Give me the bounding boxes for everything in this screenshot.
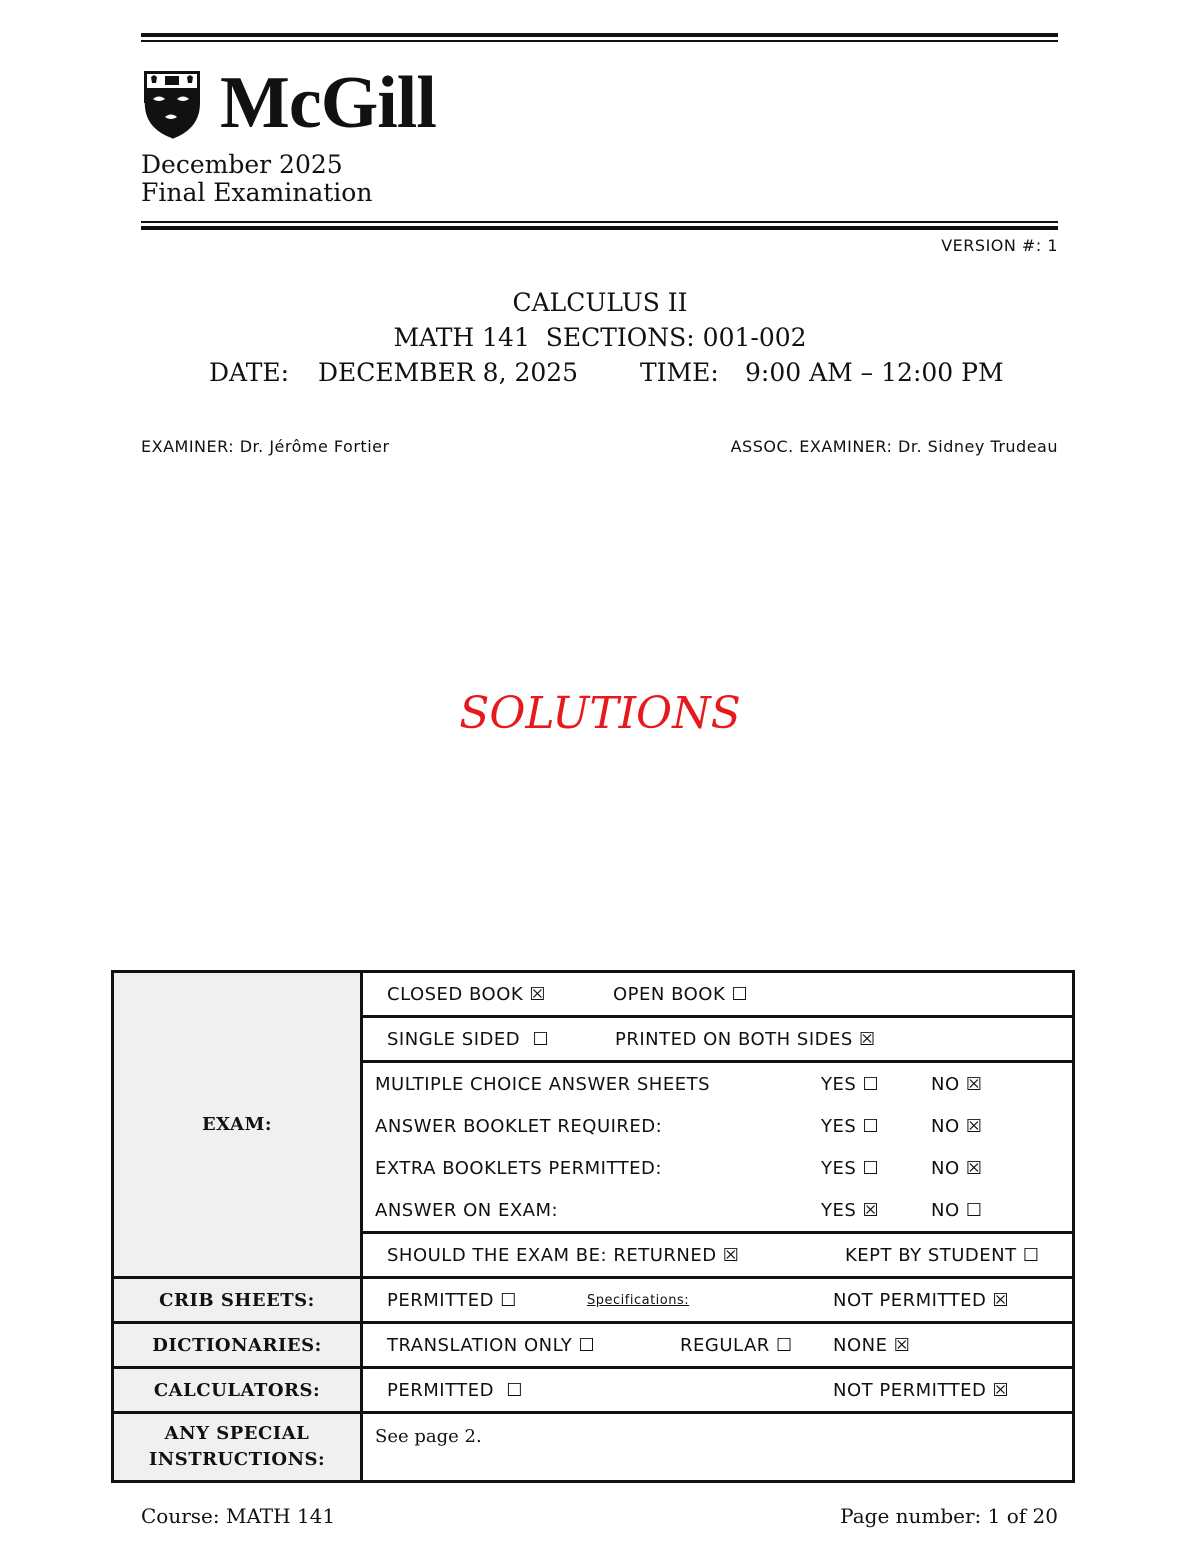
calc-not-permitted-option: NOT PERMITTED ☒	[833, 1379, 1010, 1401]
exam-spec-table	[111, 970, 1075, 1483]
answer-question-row	[375, 1063, 1060, 1105]
calculators-label: CALCULATORS:	[113, 1368, 362, 1413]
course-code-sections: MATH 141 SECTIONS: 001-002	[393, 323, 807, 352]
crib-sheets-label: CRIB SHEETS:	[113, 1278, 362, 1323]
footer-course: Course: MATH 141	[141, 1504, 336, 1528]
version-number: VERSION #: 1	[941, 236, 1058, 255]
top-rule-1	[141, 33, 1058, 37]
calc-permitted-option: PERMITTED ☐	[387, 1379, 524, 1401]
dict-translation-option: TRANSLATION ONLY ☐	[387, 1334, 596, 1356]
special-label-line-2: INSTRUCTIONS:	[148, 1449, 326, 1470]
exam-label: EXAM:	[113, 972, 362, 1278]
dict-none-option: NONE ☒	[833, 1334, 911, 1356]
crib-permitted-option: PERMITTED ☐	[387, 1289, 517, 1311]
yes-option: YES ☒	[821, 1199, 880, 1221]
course-name: CALCULUS II	[512, 288, 688, 317]
special-label-line-1: ANY SPECIAL	[164, 1422, 310, 1444]
question-label: ANSWER ON EXAM:	[375, 1199, 559, 1221]
kept-option: KEPT BY STUDENT ☐	[845, 1244, 1040, 1266]
special-instructions: See page 2.	[362, 1413, 1074, 1482]
dict-regular-option: REGULAR ☐	[680, 1334, 793, 1356]
exam-type: Final Examination	[141, 178, 373, 207]
crib-not-permitted-option: NOT PERMITTED ☒	[833, 1289, 1010, 1311]
no-option: NO ☐	[931, 1199, 983, 1221]
university-logo-text: McGill	[220, 62, 436, 144]
examiner: EXAMINER: Dr. Jérôme Fortier	[141, 437, 390, 456]
returned-option: SHOULD THE EXAM BE: RETURNED ☒	[387, 1244, 740, 1266]
question-label: ANSWER BOOKLET REQUIRED:	[375, 1115, 663, 1137]
answer-question-row	[375, 1105, 1060, 1147]
yes-option: YES ☐	[821, 1115, 880, 1137]
question-label: MULTIPLE CHOICE ANSWER SHEETS	[375, 1073, 711, 1095]
time-value: 9:00 AM – 12:00 PM	[745, 358, 1004, 387]
time-label: TIME:	[640, 358, 719, 387]
dictionaries-label: DICTIONARIES:	[113, 1323, 362, 1368]
yes-option: YES ☐	[821, 1157, 880, 1179]
footer-page-number: Page number: 1 of 20	[840, 1504, 1058, 1528]
answer-question-row	[375, 1147, 1060, 1189]
answer-question-row	[375, 1189, 1060, 1231]
closed-book-option: CLOSED BOOK ☒	[387, 983, 547, 1005]
no-option: NO ☒	[931, 1157, 983, 1179]
header-rule-1	[141, 221, 1058, 223]
crib-specifications: Specifications:	[587, 1292, 690, 1308]
date-label: DATE:	[209, 358, 290, 387]
header-rule-2	[141, 226, 1058, 230]
no-option: NO ☒	[931, 1073, 983, 1095]
open-book-option: OPEN BOOK ☐	[613, 983, 749, 1005]
single-sided-option: SINGLE SIDED ☐	[387, 1028, 550, 1050]
question-label: EXTRA BOOKLETS PERMITTED:	[375, 1157, 662, 1179]
no-option: NO ☒	[931, 1115, 983, 1137]
date-value: DECEMBER 8, 2025	[318, 358, 579, 387]
mcgill-crest-icon	[141, 63, 203, 141]
both-sides-option: PRINTED ON BOTH SIDES ☒	[615, 1028, 876, 1050]
special-instructions-label	[113, 1413, 362, 1482]
assoc-examiner: ASSOC. EXAMINER: Dr. Sidney Trudeau	[730, 437, 1058, 456]
top-rule-2	[141, 40, 1058, 42]
exam-date-line: December 2025	[141, 150, 343, 179]
yes-option: YES ☐	[821, 1073, 880, 1095]
solutions-watermark: SOLUTIONS	[459, 688, 741, 739]
